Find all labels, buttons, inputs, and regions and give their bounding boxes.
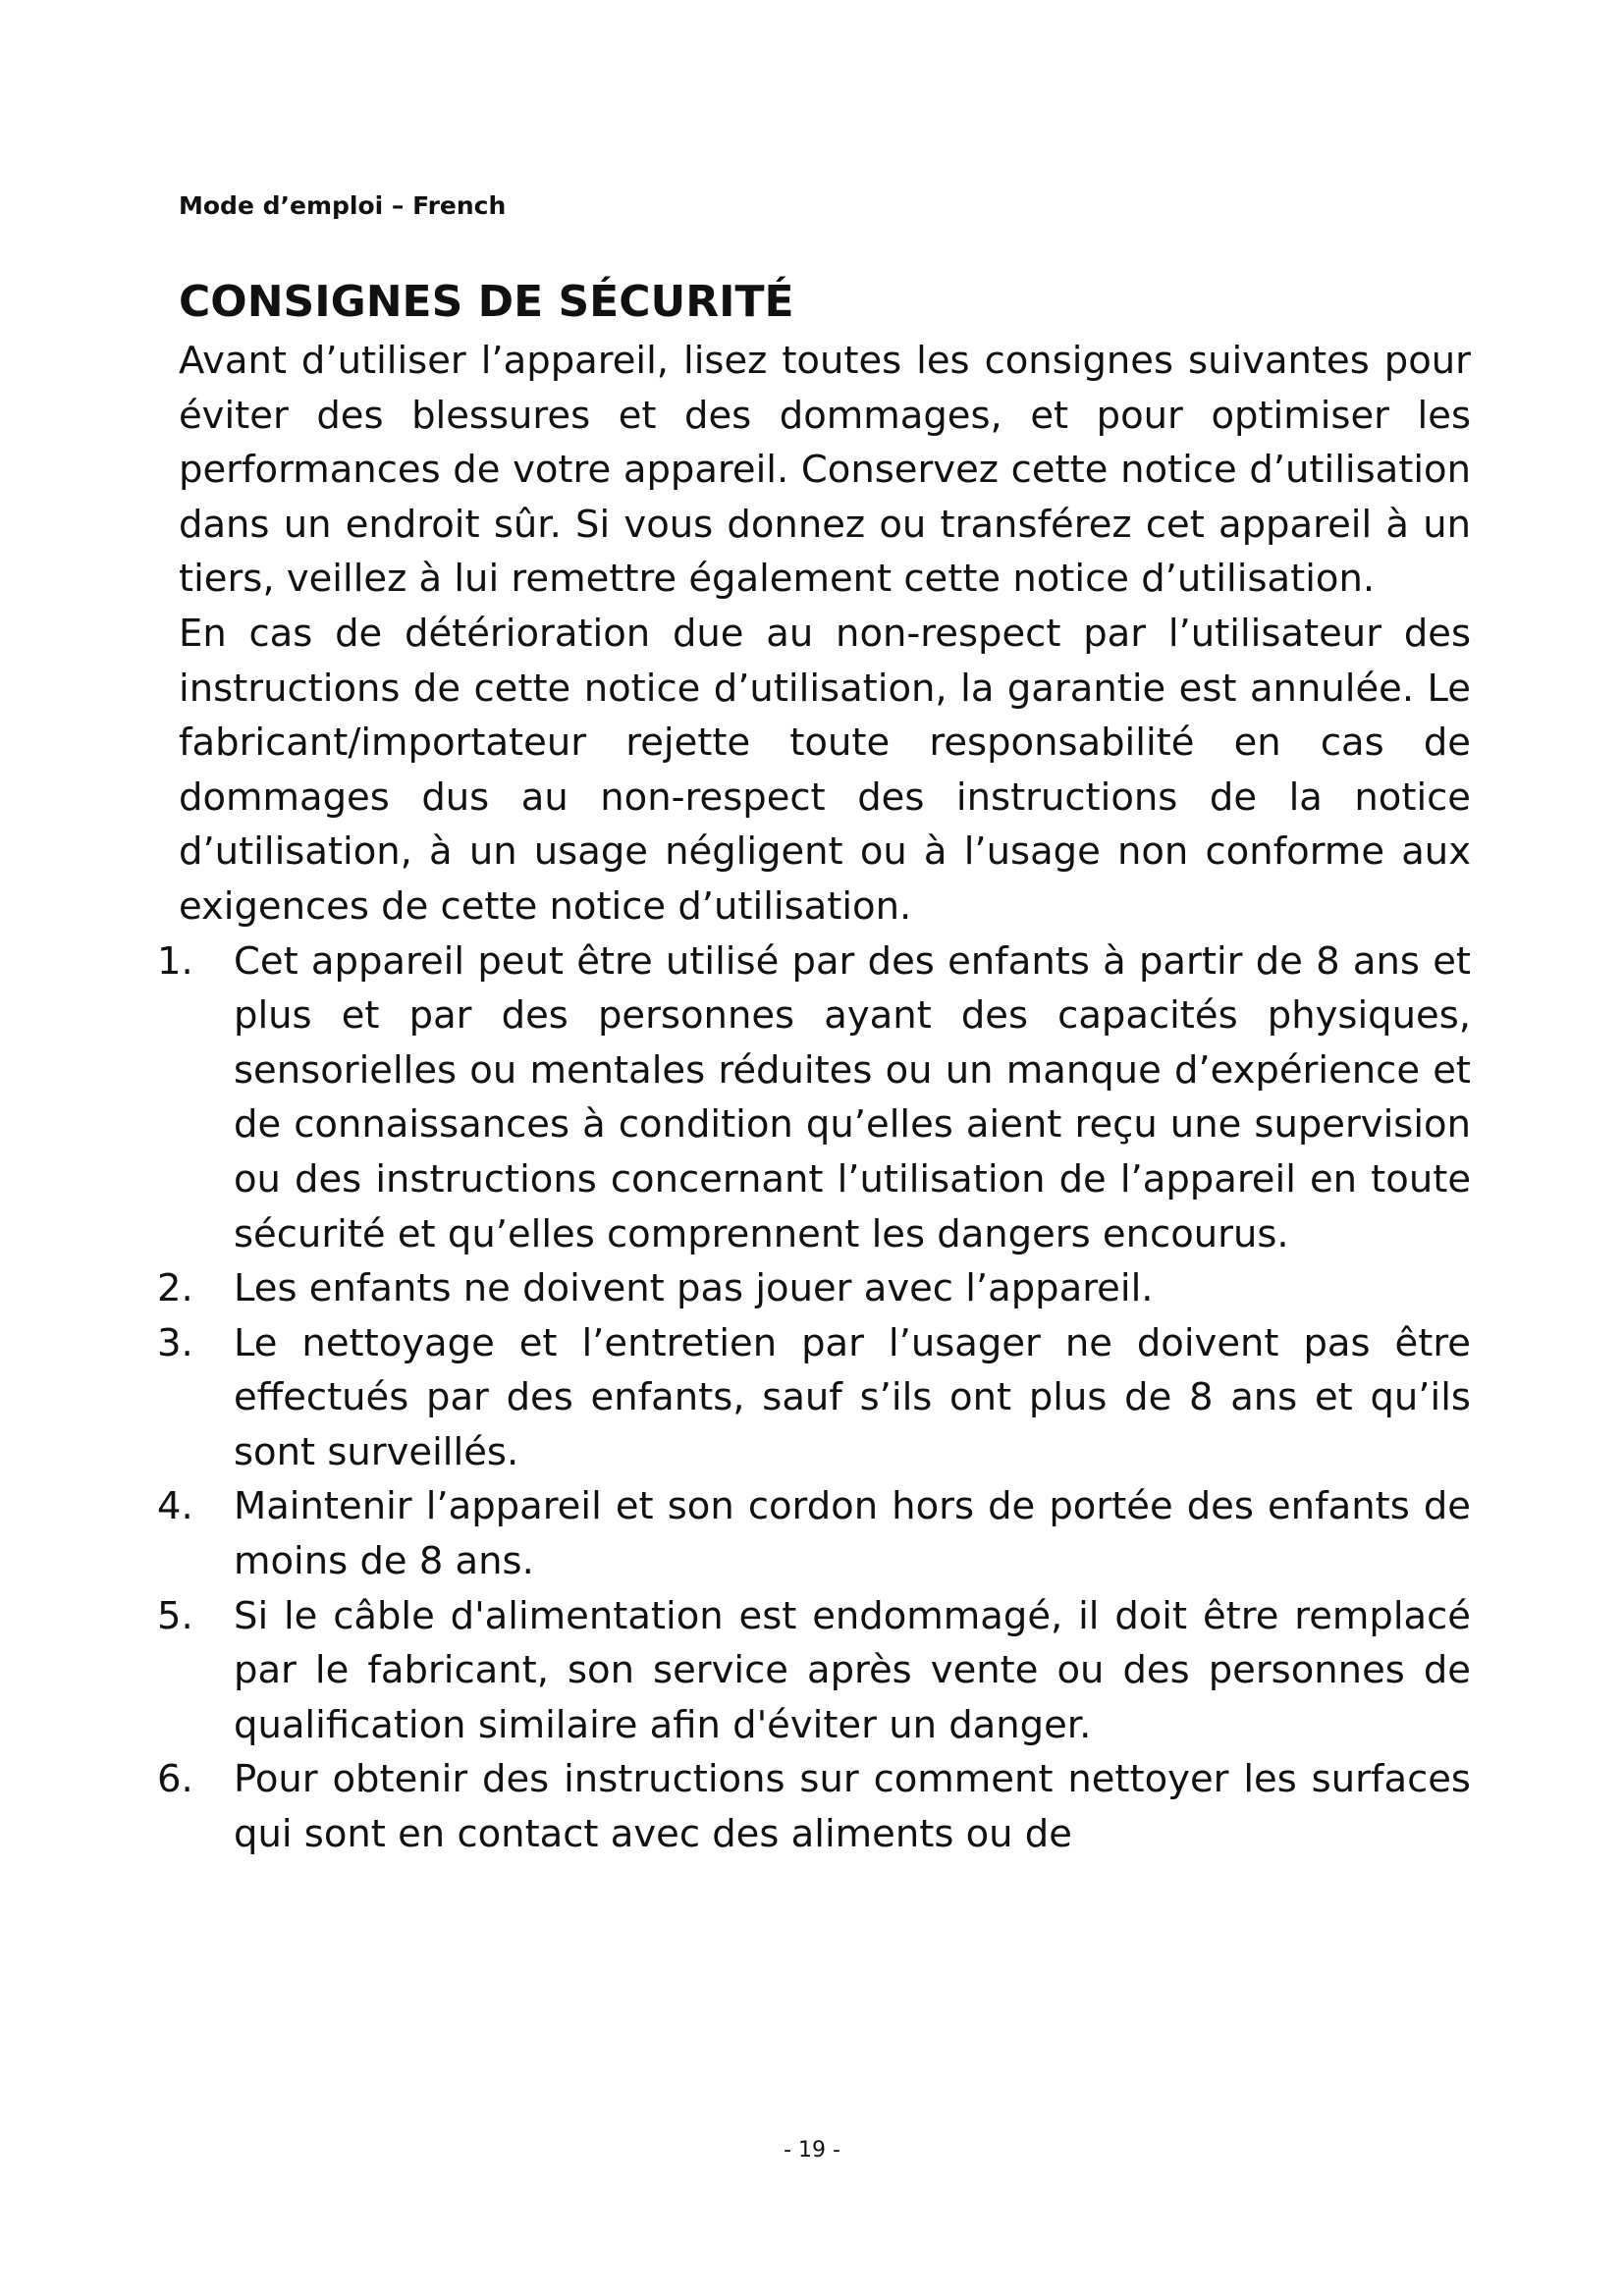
list-item-text: Pour obtenir des instructions sur comment nettoyer les surfaces qui sont en contact avec des aliments ou de: [234, 1757, 1471, 1857]
list-item-text: Le nettoyage et l’entretien par l’usager ne doivent pas être effectués par des enfants, sauf s’ils ont plus de 8 ans et qu’ils sont surveillés.: [234, 1320, 1471, 1474]
list-item-text: Cet appareil peut être utilisé par des enfants à partir de 8 ans et plus et par des personnes ayant des capacités physiques, sensorielles ou mentales réduites ou un manque d’expérience et de connaissances à condition qu’elles aient reçu une supervision ou des instructions concernant l’utilisation de l’appareil en toute sécurité et qu’elles comprennent les dangers encourus.: [234, 938, 1471, 1256]
list-item-number: 2.: [157, 1266, 193, 1311]
list-item-text: Si le câble d'alimentation est endommagé, il doit être remplacé par le fabricant, son service après vente ou des personnes de qualification similaire afin d'éviter un danger.: [234, 1593, 1471, 1747]
list-item-number: 4.: [157, 1484, 193, 1529]
intro-paragraph: Avant d’utiliser l’appareil, lisez toutes les consignes suivantes pour éviter des blessures et des dommages, et pour optimiser les performances de votre appareil. Conservez cette notice d’utilisation dans un endroit sûr. Si vous donnez ou transférez cet appareil à un tiers, veillez à lui remettre également cette notice d’utilisation.: [179, 339, 1471, 602]
list-item: [157, 1752, 1471, 1861]
list-item-number: 3.: [157, 1320, 193, 1365]
list-item-text: Les enfants ne doivent pas jouer avec l’appareil.: [234, 1266, 1154, 1311]
list-item: [157, 1316, 1471, 1480]
list-item: [157, 1479, 1471, 1588]
list-item: [157, 1261, 1471, 1316]
running-header: Mode d’emploi – French: [179, 191, 507, 220]
list-item-number: 6.: [157, 1757, 193, 1802]
section-title: CONSIGNES DE SÉCURITÉ: [179, 277, 794, 327]
list-item-text: Maintenir l’appareil et son cordon hors de portée des enfants de moins de 8 ans.: [234, 1484, 1471, 1584]
page-content: [157, 273, 1471, 1862]
list-item: [157, 1589, 1471, 1753]
warranty-paragraph: En cas de détérioration due au non-respect par l’utilisateur des instructions de cette notice d’utilisation, la garantie est annulée. Le fabricant/importateur rejette toute responsabilité en cas de dommages dus au non-respect des instructions de la notice d’utilisation, à un usage négligent ou à l’usage non conforme aux exigences de cette notice d’utilisation.: [179, 611, 1471, 929]
page-number: - 19 -: [784, 2138, 840, 2163]
list-item: [157, 934, 1471, 1262]
list-item-number: 1.: [157, 938, 193, 984]
safety-instructions-list: [157, 934, 1471, 1862]
list-item-number: 5.: [157, 1593, 193, 1638]
